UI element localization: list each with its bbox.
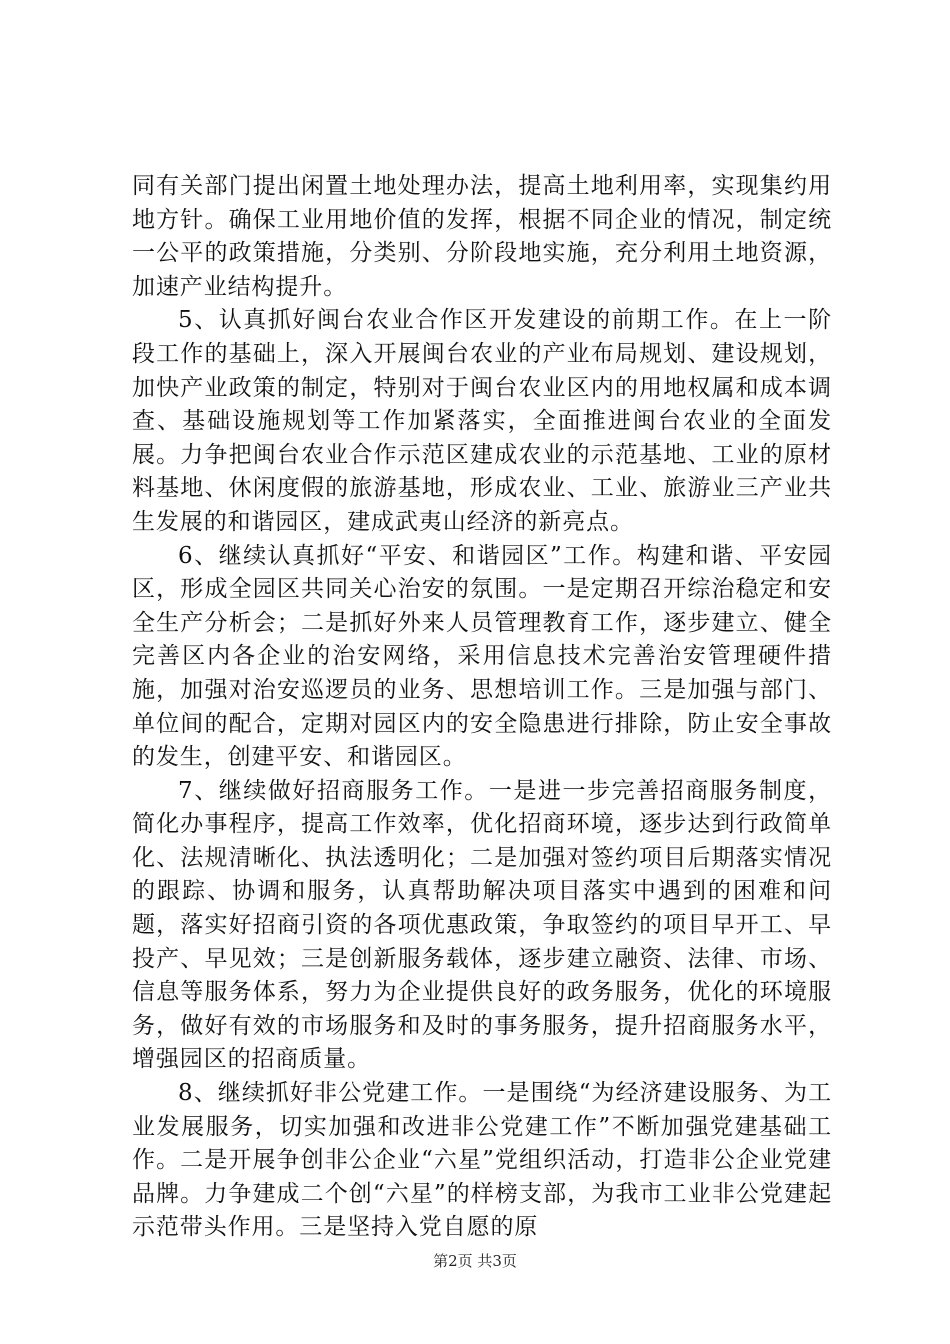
paragraph-item-8: 8、继续抓好非公党建工作。一是围绕“为经济建设服务、为工业发展服务，切实加强和改进非公党建工作”不断加强党建基础工作。二是开展争创非公企业“六星”党组织活动，打造非公企业党建品牌。力争建成二个创“六星”的样榜支部，为我市工业非公党建起示范带头作用。三是坚持入党自愿的原 xyxy=(132,1080,832,1241)
paragraph-item-7: 7、继续做好招商服务工作。一是进一步完善招商服务制度，简化办事程序，提高工作效率，优化招商环境，逐步达到行政简单化、法规清晰化、执法透明化；二是加强对签约项目后期落实情况的跟踪、协调和服务，认真帮助解决项目落实中遇到的困难和问题，落实好招商引资的各项优惠政策，争取签约的项目早开工、早投产、早见效；三是创新服务载体，逐步建立融资、法律、市场、信息等服务体系，努力为企业提供良好的政务服务，优化的环境服务，做好有效的市场服务和及时的事务服务，提升招商服务水平，增强园区的招商质量。 xyxy=(132,777,832,1073)
page-number-label: 第2页 共3页 xyxy=(433,1252,517,1270)
document-body xyxy=(132,170,832,1245)
page-footer xyxy=(0,1251,950,1271)
paragraph-continuation: 同有关部门提出闲置土地处理办法，提高土地利用率，实现集约用地方针。确保工业用地价值的发挥，根据不同企业的情况，制定统一公平的政策措施，分类别、分阶段地实施，充分利用土地资源，加速产业结构提升。 xyxy=(132,173,832,300)
paragraph-item-5: 5、认真抓好闽台农业合作区开发建设的前期工作。在上一阶段工作的基础上，深入开展闽台农业的产业布局规划、建设规划，加快产业政策的制定，特别对于闽台农业区内的用地权属和成本调查、基础设施规划等工作加紧落实，全面推进闽台农业的全面发展。力争把闽台农业合作示范区建成农业的示范基地、工业的原材料基地、休闲度假的旅游基地，形成农业、工业、旅游业三产业共生发展的和谐园区，建成武夷山经济的新亮点。 xyxy=(132,307,832,535)
paragraph-item-6: 6、继续认真抓好“平安、和谐园区”工作。构建和谐、平安园区，形成全园区共同关心治安的氛围。一是定期召开综治稳定和安全生产分析会；二是抓好外来人员管理教育工作，逐步建立、健全完善区内各企业的治安网络，采用信息技术完善治安管理硬件措施，加强对治安巡逻员的业务、思想培训工作。三是加强与部门、单位间的配合，定期对园区内的安全隐患进行排除，防止安全事故的发生，创建平安、和谐园区。 xyxy=(132,542,832,771)
